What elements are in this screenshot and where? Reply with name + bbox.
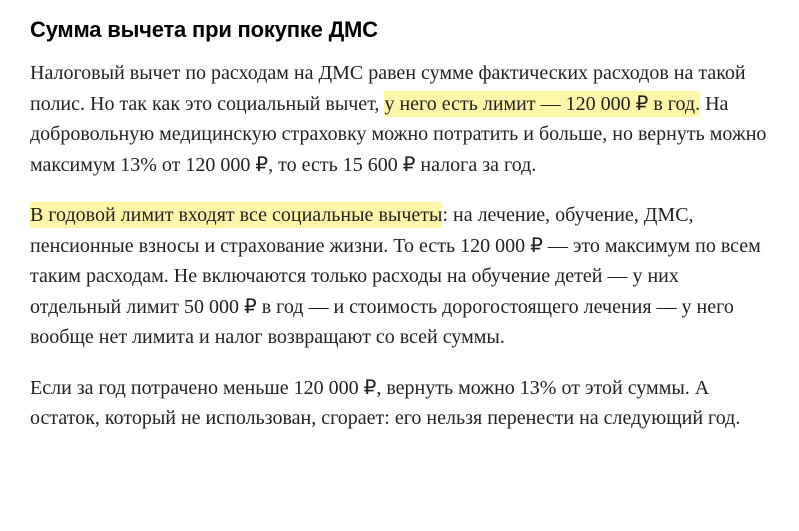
paragraph-deduction-amount <box>30 58 775 180</box>
paragraph-text: Если за год потрачено меньше 120 000 ₽, вернуть можно 13% от этой суммы. А остаток, который не использован, сгорает: его нельзя перенести на следующий год. <box>30 376 741 429</box>
paragraph-text: На добровольную медицинскую страховку можно потратить и больше, но вернуть можно максимум 13% от 120 000 ₽, то есть 15 600 ₽ налога за год. <box>30 92 767 176</box>
paragraph-annual-limit <box>30 200 775 353</box>
paragraph-text: Налоговый вычет по расходам на ДМС равен сумме фактических расходов на такой полис. Но так как это социальный вычет, <box>30 62 746 115</box>
article-title: Сумма вычета при покупке ДМС <box>30 17 378 42</box>
paragraph-remainder <box>30 373 775 434</box>
highlighted-text: В годовой лимит входят все социальные вычеты <box>30 204 443 226</box>
article <box>30 14 775 434</box>
highlighted-text: у него есть лимит — 120 000 ₽ в год. <box>384 92 701 115</box>
paragraph-text: : на лечение, обучение, ДМС, пенсионные взносы и страхование жизни. То есть 120 000 ₽ — это максимум по всем таким расходам. Не включаются только расходы на обучение детей — у них отдельный лимит 50 000 ₽ в год — и стоимость дорогостоящего лечения — у него вообще нет лимита и налог возвращают со всей суммы. <box>30 204 761 348</box>
